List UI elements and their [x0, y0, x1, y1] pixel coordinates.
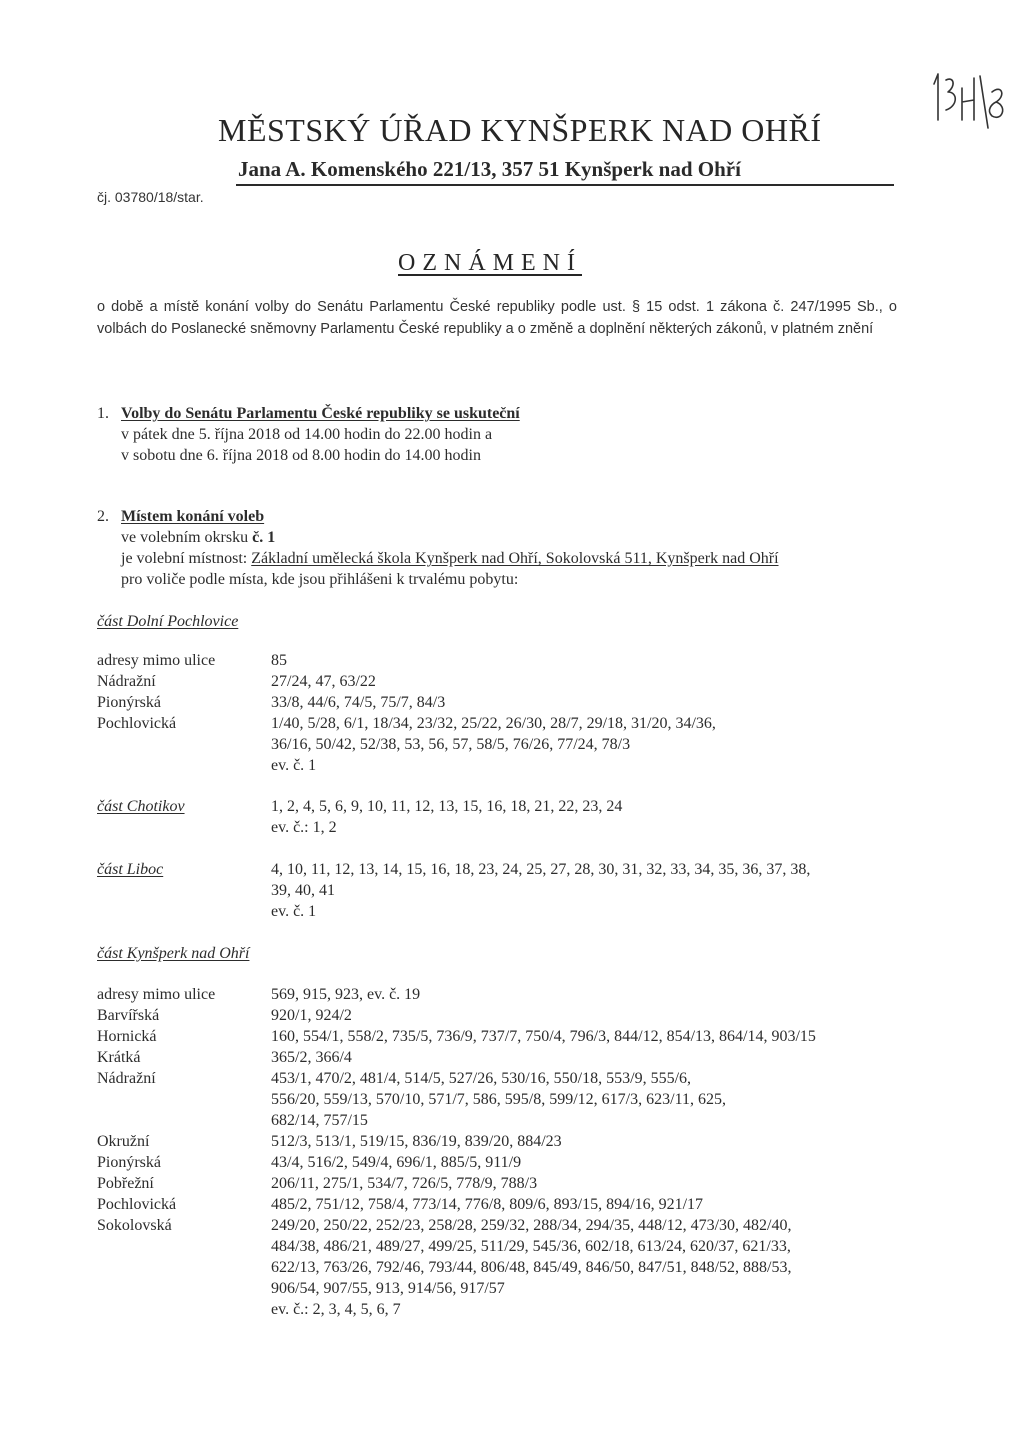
- district-number: č. 1: [252, 529, 276, 546]
- section1-title: Volby do Senátu Parlamentu České republiky se uskuteční: [121, 405, 520, 422]
- notice-heading: OZNÁMENÍ: [398, 250, 582, 276]
- dolni-pochlovice-house-numbers: ev. č. 1: [271, 757, 317, 774]
- voters-note: pro voliče podle místa, kde jsou přihlášeni k trvalému pobytu:: [121, 571, 519, 588]
- liboc-house-numbers: ev. č. 1: [271, 903, 317, 920]
- kynsperk-street-name: Pionýrská: [97, 1154, 161, 1171]
- kynsperk-house-numbers: 453/1, 470/2, 481/4, 514/5, 527/26, 530/16, 550/18, 553/9, 555/6,: [271, 1070, 692, 1087]
- dolni-pochlovice-house-numbers: 27/24, 47, 63/22: [271, 673, 376, 690]
- chotikov-house-numbers: ev. č.: 1, 2: [271, 819, 337, 836]
- kynsperk-house-numbers: 622/13, 763/26, 792/46, 793/44, 806/48, 845/49, 846/50, 847/51, 848/52, 888/53,: [271, 1259, 792, 1276]
- dolni-pochlovice-street-name: adresy mimo ulice: [97, 652, 216, 669]
- dolni-pochlovice-street-name: Pochlovická: [97, 715, 177, 732]
- liboc-heading: část Liboc: [97, 861, 164, 878]
- handwritten-signature: [928, 70, 1008, 130]
- kynsperk-house-numbers: 160, 554/1, 558/2, 735/5, 736/9, 737/7, 750/4, 796/3, 844/12, 854/13, 864/14, 903/15: [271, 1028, 816, 1045]
- section1-number: 1.: [97, 405, 109, 422]
- kynsperk-house-numbers: 920/1, 924/2: [271, 1007, 352, 1024]
- chotikov-heading: část Chotikov: [97, 798, 185, 815]
- kynsperk-house-numbers: 906/54, 907/55, 913, 914/56, 917/57: [271, 1280, 505, 1297]
- kynsperk-house-numbers: 43/4, 516/2, 549/4, 696/1, 885/5, 911/9: [271, 1154, 522, 1171]
- kynsperk-street-name: Pochlovická: [97, 1196, 177, 1213]
- district-prefix: ve volebním okrsku: [121, 529, 253, 546]
- dolni-pochlovice-house-numbers: 36/16, 50/42, 52/38, 53, 56, 57, 58/5, 76/26, 77/24, 78/3: [271, 736, 631, 753]
- kynsperk-street-name: Barvířská: [97, 1007, 160, 1024]
- liboc-house-numbers: 4, 10, 11, 12, 13, 14, 15, 16, 18, 23, 24, 25, 27, 28, 30, 31, 32, 33, 34, 35, 36, 37, 38,: [271, 861, 811, 878]
- office-address: Jana A. Komenského 221/13, 357 51 Kynšperk nad Ohří: [238, 157, 741, 181]
- kynsperk-house-numbers: 485/2, 751/12, 758/4, 773/14, 776/8, 809/6, 893/15, 894/16, 921/17: [271, 1196, 704, 1213]
- header-divider: [236, 184, 894, 186]
- polling-room: [121, 548, 779, 570]
- chotikov-house-numbers: 1, 2, 4, 5, 6, 9, 10, 11, 12, 13, 15, 16, 18, 21, 22, 23, 24: [271, 798, 623, 815]
- kynsperk-house-numbers: 365/2, 366/4: [271, 1049, 352, 1066]
- kynsperk-street-name: Sokolovská: [97, 1217, 172, 1234]
- kynsperk-house-numbers: ev. č.: 2, 3, 4, 5, 6, 7: [271, 1301, 401, 1318]
- section2-number: 2.: [97, 508, 109, 525]
- room-prefix: je volební místnost:: [121, 550, 252, 567]
- dolni-pochlovice-street-name: Pionýrská: [97, 694, 161, 711]
- dolni-pochlovice-street-name: Nádražní: [97, 673, 156, 690]
- polling-district: [121, 527, 275, 549]
- kynsperk-street-name: Krátká: [97, 1049, 141, 1066]
- kynsperk-street-name: Pobřežní: [97, 1175, 154, 1192]
- kynsperk-house-numbers: 206/11, 275/1, 534/7, 726/5, 778/9, 788/3: [271, 1175, 538, 1192]
- kynsperk-street-name: Okružní: [97, 1133, 150, 1150]
- section2-title: Místem konání voleb: [121, 508, 265, 525]
- kynsperk-house-numbers: 682/14, 757/15: [271, 1112, 368, 1129]
- section1-line2: v sobotu dne 6. října 2018 od 8.00 hodin do 14.00 hodin: [121, 447, 481, 464]
- kynsperk-heading: část Kynšperk nad Ohří: [97, 945, 250, 962]
- kynsperk-house-numbers: 556/20, 559/13, 570/10, 571/7, 586, 595/8, 599/12, 617/3, 623/11, 625,: [271, 1091, 726, 1108]
- kynsperk-house-numbers: 249/20, 250/22, 252/23, 258/28, 259/32, 288/34, 294/35, 448/12, 473/30, 482/40,: [271, 1217, 792, 1234]
- section1-line1: v pátek dne 5. října 2018 od 14.00 hodin do 22.00 hodin a: [121, 426, 493, 443]
- room-address: Základní umělecká škola Kynšperk nad Ohří, Sokolovská 511, Kynšperk nad Ohří: [251, 550, 779, 567]
- liboc-house-numbers: 39, 40, 41: [271, 882, 335, 899]
- kynsperk-street-name: adresy mimo ulice: [97, 986, 216, 1003]
- intro-paragraph: o době a místě konání volby do Senátu Parlamentu České republiky podle ust. § 15 odst. 1 zákona č. 247/1995 Sb., o volbách do Poslanecké sněmovny Parlamentu České republiky a o změně a doplnění některých zákonů, v platném znění: [97, 299, 897, 337]
- kynsperk-house-numbers: 569, 915, 923, ev. č. 19: [271, 986, 421, 1003]
- dolni-pochlovice-heading: část Dolní Pochlovice: [97, 613, 239, 630]
- dolni-pochlovice-house-numbers: 1/40, 5/28, 6/1, 18/34, 23/32, 25/22, 26/30, 28/7, 29/18, 31/20, 34/36,: [271, 715, 716, 732]
- kynsperk-house-numbers: 512/3, 513/1, 519/15, 836/19, 839/20, 884/23: [271, 1133, 562, 1150]
- dolni-pochlovice-house-numbers: 85: [271, 652, 287, 669]
- office-title: MĚSTSKÝ ÚŘAD KYNŠPERK NAD OHŘÍ: [218, 112, 822, 148]
- kynsperk-street-name: Nádražní: [97, 1070, 156, 1087]
- reference-number: čj. 03780/18/star.: [97, 189, 204, 205]
- dolni-pochlovice-house-numbers: 33/8, 44/6, 74/5, 75/7, 84/3: [271, 694, 446, 711]
- kynsperk-house-numbers: 484/38, 486/21, 489/27, 499/25, 511/29, 545/36, 602/18, 613/24, 620/37, 621/33,: [271, 1238, 791, 1255]
- kynsperk-street-name: Hornická: [97, 1028, 157, 1045]
